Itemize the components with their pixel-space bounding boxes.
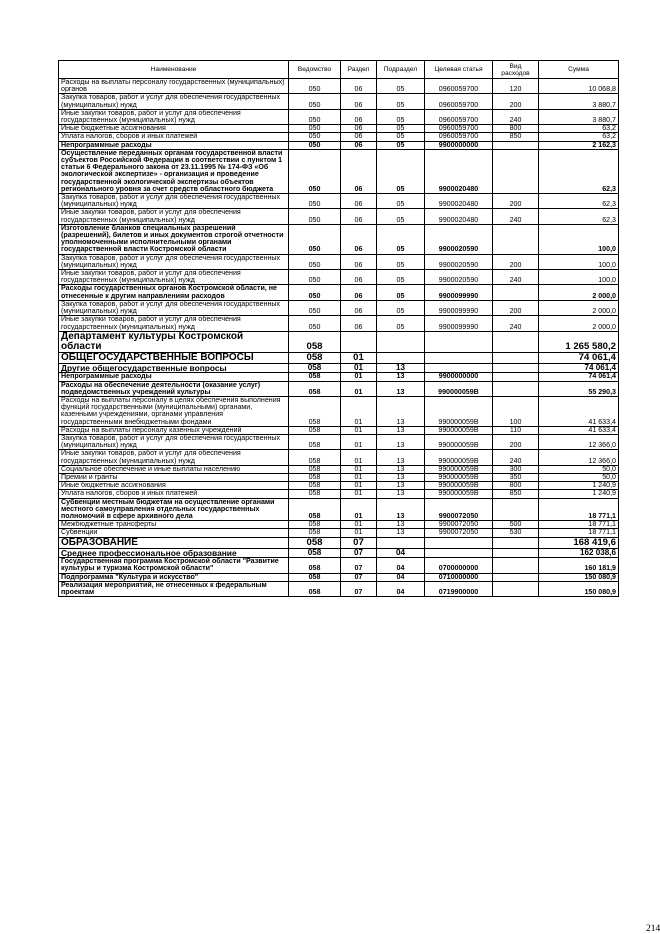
cell-section: 06 [341, 224, 377, 254]
cell-section: 01 [341, 529, 377, 537]
col-header-subsection: Подраздел [377, 61, 425, 79]
cell-expense-type: 850 [493, 133, 539, 141]
cell-target-article: 0719900000 [425, 581, 493, 596]
cell-department: 058 [289, 482, 341, 490]
cell-target-article: 0710000000 [425, 573, 493, 581]
cell-expense-type [493, 141, 539, 149]
table-row [59, 521, 619, 529]
cell-amount: 12 366,0 [539, 450, 619, 465]
cell-department: 058 [289, 473, 341, 481]
cell-section [341, 331, 377, 352]
table-row [59, 133, 619, 141]
cell-amount: 3 880,7 [539, 94, 619, 109]
cell-department: 058 [289, 450, 341, 465]
cell-subsection: 13 [377, 426, 425, 434]
cell-amount: 10 068,8 [539, 79, 619, 94]
cell-section: 06 [341, 141, 377, 149]
cell-department: 058 [289, 396, 341, 426]
cell-department: 050 [289, 133, 341, 141]
cell-amount: 74 061,4 [539, 363, 619, 373]
table-row [59, 300, 619, 315]
cell-department: 058 [289, 352, 341, 363]
cell-target-article: 9900072050 [425, 498, 493, 521]
cell-name: Закупка товаров, работ и услуг для обеспечения государственных (муниципальных) нужд [59, 434, 289, 449]
cell-amount: 62,3 [539, 194, 619, 209]
cell-subsection: 13 [377, 373, 425, 381]
cell-department: 058 [289, 548, 341, 558]
cell-section: 06 [341, 254, 377, 269]
cell-amount: 2 162,3 [539, 141, 619, 149]
cell-subsection: 13 [377, 434, 425, 449]
cell-expense-type [493, 573, 539, 581]
cell-amount: 63,2 [539, 125, 619, 133]
cell-expense-type: 200 [493, 434, 539, 449]
table-row [59, 94, 619, 109]
cell-target-article: 990000059B [425, 473, 493, 481]
table-row [59, 490, 619, 498]
cell-target-article: 9900020590 [425, 224, 493, 254]
cell-section: 01 [341, 450, 377, 465]
cell-section: 01 [341, 473, 377, 481]
cell-section: 01 [341, 465, 377, 473]
cell-subsection: 05 [377, 141, 425, 149]
cell-expense-type [493, 363, 539, 373]
table-row [59, 79, 619, 94]
cell-expense-type: 240 [493, 270, 539, 285]
table-row [59, 450, 619, 465]
cell-amount: 55 290,3 [539, 381, 619, 396]
cell-subsection: 05 [377, 254, 425, 269]
cell-department: 050 [289, 300, 341, 315]
cell-amount: 2 000,0 [539, 285, 619, 300]
table-row [59, 149, 619, 193]
cell-expense-type: 240 [493, 316, 539, 331]
cell-department: 050 [289, 254, 341, 269]
cell-subsection: 13 [377, 396, 425, 426]
cell-target-article: 0960059700 [425, 109, 493, 124]
cell-name: Государственная программа Костромской области "Развитие культуры и туризма Костромской области" [59, 558, 289, 573]
table-header [59, 61, 619, 79]
cell-target-article: 9900000000 [425, 141, 493, 149]
table-row [59, 209, 619, 224]
cell-target-article: 990000059B [425, 381, 493, 396]
cell-name: Департамент культуры Костромской области [59, 331, 289, 352]
table-row [59, 373, 619, 381]
cell-department: 058 [289, 426, 341, 434]
cell-expense-type: 200 [493, 254, 539, 269]
budget-table [58, 60, 619, 597]
table-row [59, 537, 619, 548]
table-row [59, 270, 619, 285]
cell-amount: 2 000,0 [539, 316, 619, 331]
cell-department: 050 [289, 79, 341, 94]
cell-section: 07 [341, 548, 377, 558]
cell-section: 06 [341, 109, 377, 124]
cell-target-article: 990000059B [425, 490, 493, 498]
cell-subsection: 13 [377, 529, 425, 537]
cell-department: 058 [289, 498, 341, 521]
cell-target-article: 9900072050 [425, 521, 493, 529]
cell-target-article: 9900020480 [425, 194, 493, 209]
cell-department: 050 [289, 285, 341, 300]
table-body [59, 79, 619, 597]
cell-target-article: 990000059B [425, 450, 493, 465]
cell-department: 058 [289, 537, 341, 548]
cell-subsection: 13 [377, 473, 425, 481]
cell-expense-type [493, 331, 539, 352]
cell-name: Изготовление бланков специальных разрешений (разрешений), билетов и иных документов строгой отчетности уполномоченными исполнительными органами государственной власти Костромской области [59, 224, 289, 254]
cell-department: 050 [289, 224, 341, 254]
col-header-section: Раздел [341, 61, 377, 79]
cell-name: Иные бюджетные ассигнования [59, 482, 289, 490]
cell-subsection: 05 [377, 300, 425, 315]
cell-section: 06 [341, 316, 377, 331]
cell-subsection: 05 [377, 79, 425, 94]
cell-name: Закупка товаров, работ и услуг для обеспечения государственных (муниципальных) нужд [59, 300, 289, 315]
cell-section: 01 [341, 352, 377, 363]
cell-name: Непрограммные расходы [59, 373, 289, 381]
cell-department: 050 [289, 194, 341, 209]
cell-subsection: 05 [377, 133, 425, 141]
cell-department: 050 [289, 149, 341, 193]
cell-name: Субвенции [59, 529, 289, 537]
cell-target-article: 9900020590 [425, 254, 493, 269]
cell-expense-type [493, 285, 539, 300]
cell-target-article [425, 548, 493, 558]
table-row [59, 529, 619, 537]
cell-department: 058 [289, 521, 341, 529]
cell-target-article: 9900020480 [425, 209, 493, 224]
cell-target-article [425, 537, 493, 548]
table-row [59, 331, 619, 352]
cell-name: Уплата налогов, сборов и иных платежей [59, 490, 289, 498]
cell-amount: 100,0 [539, 270, 619, 285]
cell-department: 058 [289, 558, 341, 573]
cell-amount: 1 265 580,2 [539, 331, 619, 352]
cell-expense-type: 530 [493, 529, 539, 537]
cell-name: Иные бюджетные ассигнования [59, 125, 289, 133]
cell-target-article: 9900099990 [425, 285, 493, 300]
cell-amount: 18 771,1 [539, 521, 619, 529]
table-row [59, 352, 619, 363]
cell-target-article [425, 352, 493, 363]
cell-section: 01 [341, 396, 377, 426]
cell-subsection: 05 [377, 125, 425, 133]
cell-name: Иные закупки товаров, работ и услуг для обеспечения государственных (муниципальных) нужд [59, 270, 289, 285]
cell-amount: 62,3 [539, 149, 619, 193]
col-header-expense-type: Вид расходов [493, 61, 539, 79]
cell-expense-type: 100 [493, 396, 539, 426]
cell-target-article: 9900099990 [425, 300, 493, 315]
cell-department: 058 [289, 529, 341, 537]
table-row [59, 194, 619, 209]
cell-subsection [377, 352, 425, 363]
cell-section: 01 [341, 381, 377, 396]
cell-department: 050 [289, 316, 341, 331]
cell-section: 01 [341, 434, 377, 449]
cell-amount: 74 061,4 [539, 373, 619, 381]
cell-department: 050 [289, 94, 341, 109]
cell-department: 058 [289, 573, 341, 581]
cell-amount: 74 061,4 [539, 352, 619, 363]
cell-name: Расходы на выплаты персоналу в целях обеспечения выполнения функций государственными (муниципальными) органами, казенными учреждениями, органами управления государственными внебюджетными фондами [59, 396, 289, 426]
cell-name: Подпрограмма "Культура и искусство" [59, 573, 289, 581]
cell-department: 058 [289, 363, 341, 373]
cell-subsection: 05 [377, 285, 425, 300]
cell-target-article: 9900020590 [425, 270, 493, 285]
cell-name: Осуществление переданных органам государственной власти субъектов Российской Федерации в соответствии с пунктом 1 статьи 6 Федерального закона от 23.11.1995 № 174-ФЗ «Об экологической экспертизе» - организация и проведение государственной экологической экспертизы объектов регионального уровня за счет средств областного бюджета [59, 149, 289, 193]
cell-amount: 18 771,1 [539, 529, 619, 537]
cell-amount: 1 240,9 [539, 482, 619, 490]
cell-expense-type: 200 [493, 194, 539, 209]
table-row [59, 109, 619, 124]
cell-section: 01 [341, 482, 377, 490]
cell-section: 01 [341, 426, 377, 434]
cell-expense-type: 120 [493, 79, 539, 94]
cell-expense-type [493, 224, 539, 254]
table-row [59, 465, 619, 473]
cell-target-article: 0960059700 [425, 133, 493, 141]
cell-target-article: 9900020480 [425, 149, 493, 193]
table-row [59, 434, 619, 449]
cell-subsection [377, 537, 425, 548]
cell-name: Реализация мероприятий, не отнесенных к федеральным проектам [59, 581, 289, 596]
cell-expense-type: 500 [493, 521, 539, 529]
cell-subsection [377, 331, 425, 352]
table-row [59, 254, 619, 269]
cell-expense-type: 240 [493, 209, 539, 224]
cell-name: ОБРАЗОВАНИЕ [59, 537, 289, 548]
cell-subsection: 05 [377, 270, 425, 285]
cell-subsection: 05 [377, 149, 425, 193]
cell-amount: 150 080,9 [539, 573, 619, 581]
cell-department: 058 [289, 434, 341, 449]
cell-department: 058 [289, 381, 341, 396]
cell-name: Социальное обеспечение и иные выплаты населению [59, 465, 289, 473]
cell-name: Закупка товаров, работ и услуг для обеспечения государственных (муниципальных) нужд [59, 254, 289, 269]
cell-target-article: 990000059B [425, 396, 493, 426]
cell-target-article: 990000059B [425, 465, 493, 473]
cell-expense-type [493, 373, 539, 381]
cell-subsection: 13 [377, 465, 425, 473]
cell-department: 050 [289, 209, 341, 224]
cell-section: 06 [341, 79, 377, 94]
cell-subsection: 13 [377, 482, 425, 490]
cell-target-article: 0960059700 [425, 79, 493, 94]
cell-department: 050 [289, 141, 341, 149]
cell-target-article: 990000059B [425, 426, 493, 434]
cell-section: 06 [341, 133, 377, 141]
budget-page [58, 60, 660, 934]
cell-amount: 41 633,4 [539, 396, 619, 426]
cell-target-article: 0960059700 [425, 125, 493, 133]
cell-target-article: 9900072050 [425, 529, 493, 537]
cell-amount: 2 000,0 [539, 300, 619, 315]
cell-amount: 100,0 [539, 224, 619, 254]
cell-department: 058 [289, 331, 341, 352]
page-number: 214 [646, 924, 660, 934]
cell-department: 058 [289, 373, 341, 381]
cell-subsection: 05 [377, 224, 425, 254]
cell-name: Субвенции местным бюджетам на осуществление органами местного самоуправления отдельных государственных полномочий в сфере архивного дела [59, 498, 289, 521]
cell-amount: 1 240,9 [539, 490, 619, 498]
cell-section: 06 [341, 125, 377, 133]
cell-amount: 160 181,9 [539, 558, 619, 573]
cell-target-article: 9900099990 [425, 316, 493, 331]
cell-expense-type: 110 [493, 426, 539, 434]
cell-name: Расходы на обеспечение деятельности (оказание услуг) подведомственных учреждений культуры [59, 381, 289, 396]
cell-amount: 41 633,4 [539, 426, 619, 434]
cell-amount: 100,0 [539, 254, 619, 269]
cell-expense-type [493, 381, 539, 396]
cell-target-article: 990000059B [425, 434, 493, 449]
cell-expense-type: 240 [493, 450, 539, 465]
cell-expense-type: 300 [493, 465, 539, 473]
cell-expense-type: 800 [493, 482, 539, 490]
cell-section: 06 [341, 270, 377, 285]
cell-subsection: 13 [377, 521, 425, 529]
cell-amount: 18 771,1 [539, 498, 619, 521]
cell-target-article: 9900000000 [425, 373, 493, 381]
col-header-target-article: Целевая статья [425, 61, 493, 79]
cell-subsection: 04 [377, 573, 425, 581]
cell-target-article [425, 331, 493, 352]
cell-section: 06 [341, 300, 377, 315]
cell-subsection: 13 [377, 450, 425, 465]
cell-expense-type: 200 [493, 300, 539, 315]
cell-subsection: 04 [377, 548, 425, 558]
cell-department: 050 [289, 125, 341, 133]
cell-target-article: 0700000000 [425, 558, 493, 573]
cell-department: 050 [289, 109, 341, 124]
cell-section: 07 [341, 581, 377, 596]
cell-section: 06 [341, 209, 377, 224]
table-row [59, 316, 619, 331]
cell-section: 01 [341, 373, 377, 381]
cell-expense-type: 350 [493, 473, 539, 481]
cell-expense-type [493, 352, 539, 363]
cell-expense-type [493, 558, 539, 573]
cell-expense-type [493, 548, 539, 558]
cell-name: Расходы на выплаты персоналу государственных (муниципальных) органов [59, 79, 289, 94]
cell-section: 06 [341, 94, 377, 109]
cell-amount: 168 419,6 [539, 537, 619, 548]
cell-expense-type [493, 149, 539, 193]
cell-name: Расходы на выплаты персоналу казенных учреждений [59, 426, 289, 434]
cell-subsection: 13 [377, 490, 425, 498]
table-row [59, 224, 619, 254]
cell-expense-type: 850 [493, 490, 539, 498]
cell-amount: 162 038,6 [539, 548, 619, 558]
cell-expense-type: 240 [493, 109, 539, 124]
cell-amount: 3 880,7 [539, 109, 619, 124]
cell-target-article: 0960059700 [425, 94, 493, 109]
cell-amount: 50,0 [539, 473, 619, 481]
cell-expense-type: 800 [493, 125, 539, 133]
cell-name: Расходы государственных органов Костромской области, не отнесенные к другим направлениям расходов [59, 285, 289, 300]
cell-name: Уплата налогов, сборов и иных платежей [59, 133, 289, 141]
cell-department: 058 [289, 581, 341, 596]
cell-name: Иные закупки товаров, работ и услуг для обеспечения государственных (муниципальных) нужд [59, 316, 289, 331]
cell-name: Иные закупки товаров, работ и услуг для обеспечения государственных (муниципальных) нужд [59, 109, 289, 124]
cell-department: 058 [289, 490, 341, 498]
cell-amount: 50,0 [539, 465, 619, 473]
table-row [59, 285, 619, 300]
table-row [59, 396, 619, 426]
cell-subsection: 05 [377, 316, 425, 331]
cell-expense-type: 200 [493, 94, 539, 109]
cell-name: Непрограммные расходы [59, 141, 289, 149]
cell-section: 06 [341, 194, 377, 209]
cell-subsection: 05 [377, 209, 425, 224]
cell-subsection: 05 [377, 109, 425, 124]
table-row [59, 498, 619, 521]
cell-amount: 12 366,0 [539, 434, 619, 449]
cell-name: Премии и гранты [59, 473, 289, 481]
cell-expense-type [493, 581, 539, 596]
cell-name: Иные закупки товаров, работ и услуг для обеспечения государственных (муниципальных) нужд [59, 450, 289, 465]
cell-subsection: 13 [377, 381, 425, 396]
cell-subsection: 13 [377, 363, 425, 373]
cell-target-article: 990000059B [425, 482, 493, 490]
cell-section: 01 [341, 498, 377, 521]
table-row [59, 558, 619, 573]
cell-section: 01 [341, 521, 377, 529]
cell-expense-type [493, 498, 539, 521]
cell-amount: 150 080,9 [539, 581, 619, 596]
cell-section: 01 [341, 363, 377, 373]
cell-name: Межбюджетные трансферты [59, 521, 289, 529]
cell-name: Иные закупки товаров, работ и услуг для обеспечения государственных (муниципальных) нужд [59, 209, 289, 224]
cell-name: Закупка товаров, работ и услуг для обеспечения государственных (муниципальных) нужд [59, 94, 289, 109]
cell-section: 06 [341, 285, 377, 300]
cell-section: 06 [341, 149, 377, 193]
col-header-name: Наименование [59, 61, 289, 79]
cell-name: ОБЩЕГОСУДАРСТВЕННЫЕ ВОПРОСЫ [59, 352, 289, 363]
cell-department: 050 [289, 270, 341, 285]
cell-section: 01 [341, 490, 377, 498]
cell-amount: 62,3 [539, 209, 619, 224]
cell-section: 07 [341, 537, 377, 548]
cell-subsection: 05 [377, 194, 425, 209]
col-header-amount: Сумма [539, 61, 619, 79]
cell-subsection: 05 [377, 94, 425, 109]
cell-subsection: 04 [377, 558, 425, 573]
cell-name: Другие общегосударственные вопросы [59, 363, 289, 373]
col-header-department: Ведомство [289, 61, 341, 79]
cell-subsection: 13 [377, 498, 425, 521]
cell-expense-type [493, 537, 539, 548]
cell-section: 07 [341, 573, 377, 581]
cell-subsection: 04 [377, 581, 425, 596]
cell-name: Закупка товаров, работ и услуг для обеспечения государственных (муниципальных) нужд [59, 194, 289, 209]
cell-amount: 63,2 [539, 133, 619, 141]
cell-department: 058 [289, 465, 341, 473]
table-row [59, 581, 619, 596]
table-row [59, 381, 619, 396]
cell-section: 07 [341, 558, 377, 573]
cell-name: Среднее профессиональное образование [59, 548, 289, 558]
